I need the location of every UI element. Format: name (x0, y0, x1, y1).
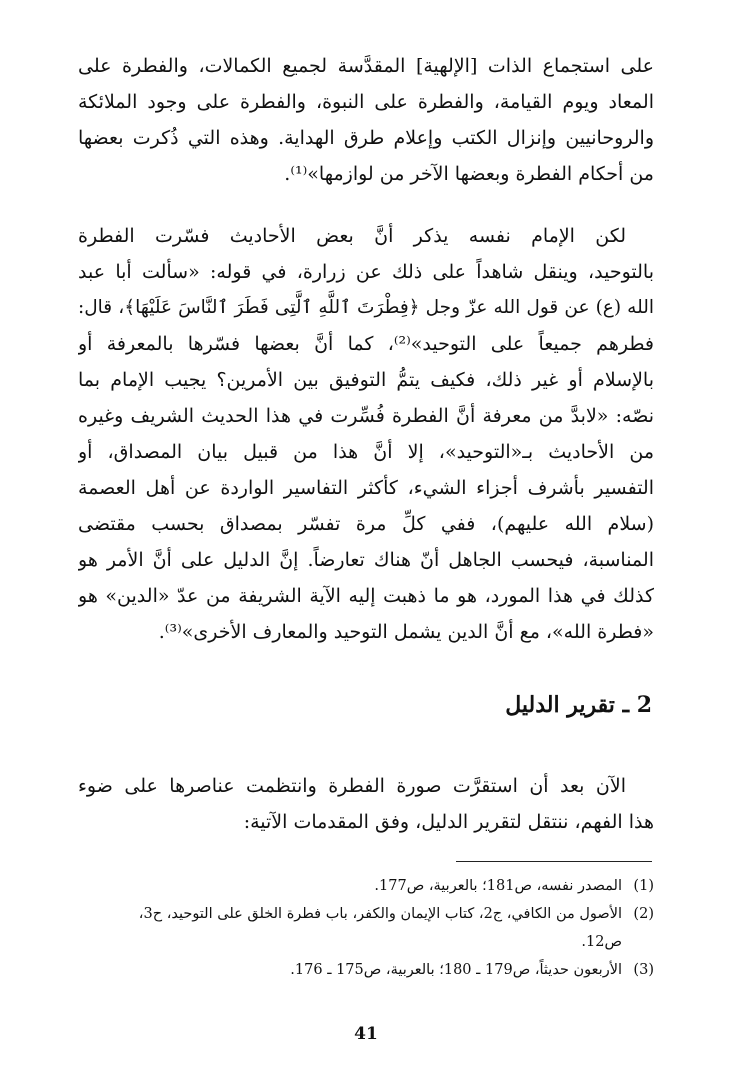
paragraph-line: المناسبة، فيحسب الجاهل أنّ هناك تعارضاً. إنَّ الدليل على أنَّ الأمر هو (78, 549, 654, 571)
paragraph-line: من الأحاديث بـ«التوحيد»، إلا أنَّ هذا من قبيل بيان المصداق، أو (78, 441, 654, 463)
paragraph-line: هذا الفهم، ننتقل لتقرير الدليل، وفق المقدمات الآتية: (243, 811, 654, 833)
paragraph-1 (78, 48, 654, 192)
page-number: 41 (354, 1024, 378, 1044)
footnote-number: (2) (633, 906, 654, 922)
footnote-text (78, 872, 622, 900)
paragraph-line: «فطرة الله»، مع أنَّ الدين يشمل التوحيد والمعارف الأخرى»⁽³⁾. (158, 621, 654, 643)
footnote (78, 956, 654, 984)
footnote-line: ص12. (581, 934, 622, 950)
paragraph-line: كذلك في هذا المورد، هو ما ذهبت إليه الآية الشريفة من عدّ «الدين» هو (78, 585, 654, 607)
paragraph-line: (سلام الله عليهم)، ففي كلِّ مرة تفسّر بمصداق بحسب مقتضى (78, 513, 654, 535)
paragraph-line: التفسير بأشرف أجزاء الشيء، كأكثر التفاسير الواردة عن أهل العصمة (78, 477, 654, 499)
footnote (78, 900, 654, 956)
paragraph-line: على استجماع الذات [الإلهية] المقدَّسة لجميع الكمالات، والفطرة على (78, 55, 654, 77)
paragraph-3 (78, 768, 654, 840)
paragraph-line: فطرهم جميعاً على التوحيد»⁽²⁾، كما أنَّ بعضها فسّرها بالمعرفة أو (78, 333, 654, 355)
paragraph-line: من أحكام الفطرة وبعضها الآخر من لوازمها»⁽¹⁾. (284, 163, 654, 185)
footnote-number: (1) (633, 878, 654, 894)
footnote-line: المصدر نفسه، ص181؛ بالعربية، ص177. (374, 878, 622, 894)
footnotes (78, 872, 654, 984)
footnote-line: الأصول من الكافي، ج2، كتاب الإيمان والكفر، باب فطرة الخلق على التوحيد، ح3، (138, 906, 622, 922)
paragraph-line: الله (ع) عن قول الله عزّ وجل ﴿فِطْرَتَ ٱللَّهِ ٱلَّتِى فَطَرَ ٱلنَّاسَ عَلَيْهَا﴾، قال: (78, 297, 654, 318)
paragraph-line: لكن الإمام نفسه يذكر أنَّ بعض الأحاديث فسّرت الفطرة (78, 225, 626, 247)
section-heading: 2 ـ تقرير الدليل (505, 692, 652, 718)
paragraph-line: بالإسلام أو غير ذلك، فكيف يتمُّ التوفيق بين الأمرين؟ يجيب الإمام بما (78, 369, 654, 391)
paragraph-line: نصّه: «لابدَّ من معرفة أنَّ الفطرة فُسِّرت في هذا الحديث الشريف وغيره (78, 405, 654, 427)
paragraph-2 (78, 218, 654, 650)
paragraph-line: المعاد ويوم القيامة، والفطرة على النبوة، والفطرة على وجود الملائكة (78, 91, 654, 113)
footnote-text (78, 900, 622, 956)
paragraph-line: الآن بعد أن استقرَّت صورة الفطرة وانتظمت عناصرها على ضوء (78, 775, 626, 797)
paragraph-line: بالتوحيد، وينقل شاهداً على ذلك عن زرارة، في قوله: «سألت أبا عبد (78, 261, 654, 283)
paragraph-line: والروحانيين وإنزال الكتب وإعلام طرق الهداية. وهذه التي ذُكرت بعضها (78, 127, 654, 149)
footnote-divider (456, 861, 652, 862)
footnote (78, 872, 654, 900)
footnote-line: الأربعون حديثاً، ص179 ـ 180؛ بالعربية، ص175 ـ 176. (290, 962, 622, 978)
footnote-text (78, 956, 622, 984)
footnote-number: (3) (633, 962, 654, 978)
